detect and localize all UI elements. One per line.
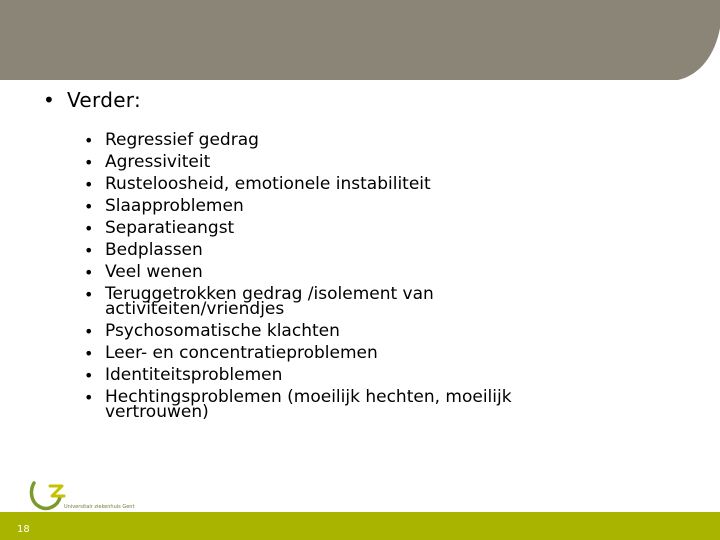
bullet-dot: •	[43, 88, 56, 112]
header-shape	[0, 0, 720, 80]
main-bullet	[43, 86, 141, 114]
logo-z-shape	[50, 486, 64, 496]
list-item: • Veel wenen	[84, 265, 584, 280]
page-number: 18	[17, 524, 30, 535]
list-item: • Slaapproblemen	[84, 199, 584, 214]
slide-heading: Verder:	[67, 88, 142, 112]
list-item: • Agressiviteit	[84, 155, 584, 170]
list-item: • Separatieangst	[84, 221, 584, 236]
symptom-list	[84, 130, 584, 427]
list-item: • Bedplassen	[84, 243, 584, 258]
list-item: • Regressief gedrag	[84, 133, 584, 148]
list-item: • Teruggetrokken gedrag /isolement van activiteiten/vriendjes	[84, 287, 584, 317]
list-item: • Hechtingsproblemen (moeilijk hechten, moeilijk vertrouwen)	[84, 390, 584, 420]
list-item: • Rusteloosheid, emotionele instabiliteit	[84, 177, 584, 192]
header-band	[0, 0, 720, 80]
list-item: • Leer- en concentratieproblemen	[84, 346, 584, 361]
logo-text: Universitair ziekenhuis Gent	[64, 504, 135, 510]
list-item: • Identiteitsproblemen	[84, 368, 584, 383]
list-item: • Psychosomatische klachten	[84, 324, 584, 339]
footer-bar	[0, 512, 720, 540]
